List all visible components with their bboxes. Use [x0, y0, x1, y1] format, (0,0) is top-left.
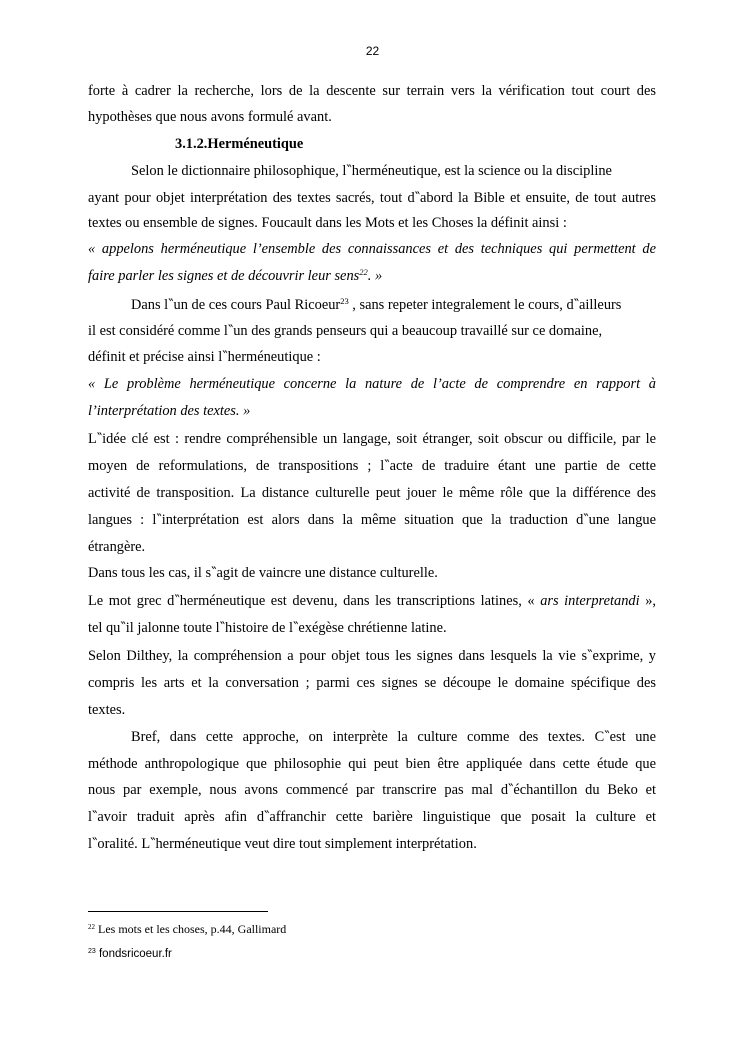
- footnote-text: Les mots et les choses, p.44, Gallimard: [95, 922, 287, 936]
- quote-line: l’interprétation des textes. »: [88, 403, 251, 419]
- paragraph-line: méthode anthropologique que philosophie qui peut bien être appliquée dans cette étude que: [88, 756, 656, 772]
- paragraph-line: activité de transposition. La distance culturelle peut jouer le même rôle que la différence des: [88, 485, 656, 501]
- paragraph-line: hypothèses que nous avons formulé avant.: [88, 109, 332, 125]
- quote-line: [88, 267, 656, 285]
- quote-close: . »: [367, 268, 383, 284]
- page-number: 22: [365, 44, 380, 58]
- line-text: , sans repeter integralement le cours, d‶ailleurs: [348, 297, 622, 313]
- footnote-ref-23: 23: [340, 296, 349, 306]
- paragraph-line: étrangère.: [88, 539, 146, 555]
- paragraph-line: compris les arts et la conversation ; parmi ces signes se découpe le domaine spécifique des: [88, 675, 656, 691]
- paragraph-line: l‶oralité. L‶herméneutique veut dire tout simplement interprétation.: [88, 836, 477, 852]
- section-heading: 3.1.2.Herméneutique: [175, 136, 304, 152]
- paragraph-line: ayant pour objet interprétation des textes sacrés, tout d‶abord la Bible et ensuite, de tout autres: [88, 190, 656, 206]
- paragraph-line: langues : l‶interprétation est alors dans la même situation que la traduction d‶une langue: [88, 512, 656, 528]
- paragraph-line: [88, 592, 656, 610]
- quote-line: « appelons herméneutique l’ensemble des connaissances et des techniques qui permettent de: [88, 241, 656, 257]
- footnote-23: [88, 946, 172, 962]
- paragraph-line: textes ou ensemble de signes. Foucault dans les Mots et les Choses la définit ainsi :: [88, 215, 567, 231]
- paragraph-line: l‶avoir traduit après afin d‶affranchir cette barière linguistique que posait la culture et: [88, 809, 656, 825]
- line-text: Dans l‶un de ces cours Paul Ricoeur: [131, 297, 341, 313]
- paragraph-line: L‶idée clé est : rendre compréhensible un langage, soit étranger, soit obscur ou difficile, par le: [88, 431, 656, 447]
- paragraph-line: moyen de reformulations, de transpositions ; l‶acte de traduire étant une partie de cette: [88, 458, 656, 474]
- footnote-marker: 22: [88, 923, 95, 931]
- paragraph-line: Dans tous les cas, il s‶agit de vaincre une distance culturelle.: [88, 565, 438, 581]
- paragraph-line: définit et précise ainsi l‶herméneutique :: [88, 349, 321, 365]
- quote-line: « Le problème herméneutique concerne la nature de l’acte de comprendre en rapport à: [88, 376, 656, 392]
- quote-text: faire parler les signes et de découvrir leur sens: [88, 268, 360, 284]
- line-text: Le mot grec d‶herméneutique est devenu, dans les transcriptions latines, «: [88, 593, 541, 609]
- latin-term: ars interpretandi: [540, 593, 640, 609]
- footnote-text: fondsricoeur.fr: [95, 948, 172, 960]
- paragraph-line: nous par exemple, nous avons commencé par transcrire pas mal d‶échantillon du Beko et: [88, 782, 656, 798]
- footnote-22: [88, 921, 286, 937]
- footnote-marker: 23: [88, 948, 96, 955]
- paragraph-line: Bref, dans cette approche, on interprète la culture comme des textes. C‶est une: [131, 729, 656, 745]
- footnote-ref-22: 22: [359, 267, 368, 277]
- paragraph-line: Selon Dilthey, la compréhension a pour objet tous les signes dans lesquels la vie s‶exprime, y: [88, 648, 656, 664]
- paragraph-line: forte à cadrer la recherche, lors de la descente sur terrain vers la vérification tout court des: [88, 83, 656, 99]
- footnote-separator: [88, 911, 268, 912]
- paragraph-line: tel qu‶il jalonne toute l‶histoire de l‶exégèse chrétienne latine.: [88, 620, 447, 636]
- paragraph-line: Selon le dictionnaire philosophique, l‶herméneutique, est la science ou la discipline: [131, 163, 612, 179]
- paragraph-line: textes.: [88, 702, 126, 718]
- paragraph-line: il est considéré comme l‶un des grands penseurs qui a beaucoup travaillé sur ce domaine,: [88, 323, 603, 339]
- line-text: »,: [639, 593, 656, 609]
- paragraph-line: [131, 296, 656, 314]
